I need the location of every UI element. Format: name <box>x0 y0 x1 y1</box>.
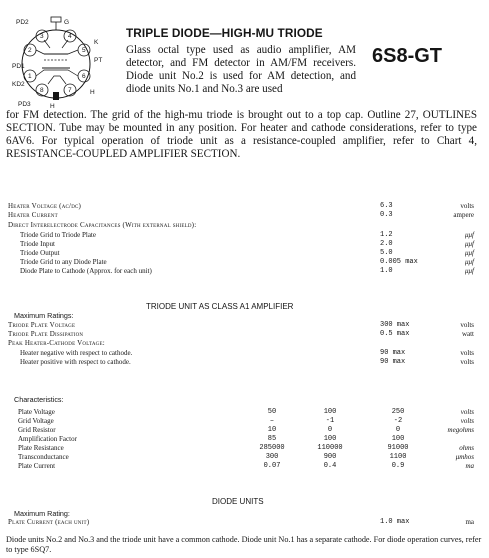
description-body: for FM detection. The grid of the high-mu triode is brought out to a top cap. Outline 27, OUTLINES SECTION. Tube may be mounted in any position. For heater and cathode considerations, refer to type 6AV6. For typical operation of triode unit as a resistance-coupled amplifier, refer to Chart 4, RESISTANCE-COUPLED AMPLIFIER SECTION. <box>6 109 477 160</box>
char-row <box>8 453 474 462</box>
char-label: Grid Resistor <box>18 426 56 434</box>
pin-number-2: 2 <box>28 47 32 54</box>
pin-label-k: K <box>94 39 99 46</box>
char-value-col3: 0.9 <box>391 462 405 470</box>
diode-max-rating-label: Maximum Rating: <box>14 509 70 518</box>
heater-voltage-unit: volts <box>460 202 474 210</box>
cap-label: Triode Input <box>20 240 55 248</box>
char-value-col2: 0.4 <box>323 462 337 470</box>
char-value-col2: 110000 <box>317 444 343 452</box>
heater-voltage-value: 6.3 <box>380 202 393 210</box>
tube-title: TRIPLE DIODE—HIGH-MU TRIODE <box>126 26 323 40</box>
cap-value: 1.2 <box>380 231 393 239</box>
char-value-col2: -1 <box>325 417 335 425</box>
char-value-col2: 0 <box>327 426 333 434</box>
diode-plate-current-value: 1.0 max <box>380 518 410 526</box>
pin-label-pt: PT <box>94 57 103 64</box>
pin-label-kd2: KD2 <box>12 81 25 88</box>
diode-section-heading: DIODE UNITS <box>212 497 264 506</box>
cap-value: 1.0 <box>380 267 393 275</box>
char-value-col1: 285000 <box>259 444 285 452</box>
characteristics-label: Characteristics: <box>14 395 64 404</box>
char-unit: volts <box>460 408 474 416</box>
peak-heater-row <box>8 349 474 358</box>
char-value-col2: 100 <box>323 408 337 416</box>
cap-value: 2.0 <box>380 240 393 248</box>
cap-row <box>8 258 474 267</box>
diode-plate-current-unit: ma <box>465 518 474 526</box>
triode-plate-voltage-label: Triode Plate Voltage <box>8 321 76 329</box>
pin-number-1: 1 <box>28 73 32 80</box>
char-value-col3: 100 <box>391 435 405 443</box>
pin-number-4: 4 <box>68 33 72 40</box>
diode-plate-current-row <box>8 518 474 527</box>
cap-label: Triode Grid to any Diode Plate <box>20 258 107 266</box>
pin-label-pd2: PD2 <box>16 19 29 26</box>
char-row <box>8 444 474 453</box>
cap-row <box>8 240 474 249</box>
pin-number-5: 5 <box>82 47 86 54</box>
base-pin-diagram <box>4 14 120 110</box>
pin-label-pd1: PD1 <box>12 63 25 70</box>
char-unit: ohms <box>459 444 474 452</box>
char-value-col2: 900 <box>323 453 337 461</box>
description-intro: Glass octal type used as audio amplifier, AM detector, and FM detector in AM/FM receivers. Diode unit No.2 is used for AM detection, and diode units No.1 and No.3 are used <box>126 44 356 95</box>
peak-heater-cathode-label: Peak Heater-Cathode Voltage: <box>8 339 105 347</box>
cap-value: 5.0 <box>380 249 393 257</box>
heater-current-unit: ampere <box>453 211 474 219</box>
cap-unit: μμf <box>465 240 474 248</box>
char-unit: μmhos <box>455 453 474 461</box>
pin-label-g: G <box>64 19 70 26</box>
diode-note: Diode units No.2 and No.3 and the triode unit have a common cathode. Diode unit No.1 has a separate cathode. For diode operation curves, refer to type 6SQ7. <box>6 535 482 554</box>
cap-row <box>8 267 474 276</box>
peak-heater-label: Heater positive with respect to cathode. <box>20 358 131 366</box>
char-label: Plate Current <box>18 462 56 470</box>
char-unit: megohms <box>447 426 474 434</box>
triode-plate-dissipation-row <box>8 330 474 339</box>
char-row <box>8 408 474 417</box>
char-value-col1: 50 <box>267 408 277 416</box>
char-unit: volts <box>460 417 474 425</box>
heater-current-label: Heater Current <box>8 211 58 219</box>
char-unit: ma <box>465 462 474 470</box>
peak-heater-unit: volts <box>460 358 474 366</box>
heater-voltage-label: Heater Voltage (ac/dc) <box>8 202 82 210</box>
char-row <box>8 462 474 471</box>
char-row <box>8 435 474 444</box>
amp-section-heading: TRIODE UNIT AS CLASS A1 AMPLIFIER <box>146 302 294 311</box>
capacitances-heading-row <box>8 221 474 230</box>
pin-number-6: 6 <box>82 73 86 80</box>
pin-number-8: 8 <box>40 87 44 94</box>
peak-heater-value: 90 max <box>380 358 406 366</box>
tube-type-number: 6S8-GT <box>372 45 443 67</box>
cap-row <box>8 249 474 258</box>
char-value-col1: 0.07 <box>263 462 281 470</box>
heater-voltage-row <box>8 202 474 211</box>
char-label: Amplification Factor <box>18 435 77 443</box>
char-value-col1: 10 <box>267 426 277 434</box>
heater-current-row <box>8 211 474 220</box>
char-value-col3: 0 <box>395 426 401 434</box>
char-value-col3: 91000 <box>387 444 409 452</box>
cap-label: Triode Grid to Triode Plate <box>20 231 96 239</box>
char-label: Transconductance <box>18 453 69 461</box>
cap-value: 0.005 max <box>380 258 418 266</box>
pin-label-h-left: H <box>50 103 55 110</box>
char-label: Grid Voltage <box>18 417 54 425</box>
cap-unit: μμf <box>465 258 474 266</box>
char-row <box>8 426 474 435</box>
char-label: Plate Voltage <box>18 408 55 416</box>
char-value-col2: 100 <box>323 435 337 443</box>
peak-heater-cathode-heading-row <box>8 339 474 348</box>
triode-plate-voltage-unit: volts <box>460 321 474 329</box>
triode-plate-dissipation-value: 0.5 max <box>380 330 410 338</box>
cap-row <box>8 231 474 240</box>
triode-plate-voltage-row <box>8 321 474 330</box>
heater-current-value: 0.3 <box>380 211 393 219</box>
triode-plate-dissipation-label: Triode Plate Dissipation <box>8 330 84 338</box>
char-value-col1: 300 <box>265 453 279 461</box>
cap-label: Diode Plate to Cathode (Approx. for each unit) <box>20 267 152 275</box>
pin-label-pd3: PD3 <box>18 101 31 108</box>
pin-number-7: 7 <box>68 87 72 94</box>
diode-plate-current-label: Plate Current (each unit) <box>8 518 90 526</box>
peak-heater-value: 90 max <box>380 349 406 357</box>
cap-unit: μμf <box>465 231 474 239</box>
cap-unit: μμf <box>465 249 474 257</box>
char-value-col3: 1100 <box>389 453 407 461</box>
triode-plate-voltage-value: 300 max <box>380 321 410 329</box>
char-value-col1: 85 <box>267 435 277 443</box>
max-ratings-label: Maximum Ratings: <box>14 311 74 320</box>
pin-label-h-right: H <box>90 89 95 96</box>
char-value-col3: 250 <box>391 408 405 416</box>
char-label: Plate Resistance <box>18 444 64 452</box>
capacitances-heading: Direct Interelectrode Capacitances (With external shield): <box>8 221 197 229</box>
peak-heater-label: Heater negative with respect to cathode. <box>20 349 133 357</box>
cap-unit: μμf <box>465 267 474 275</box>
char-value-col3: -2 <box>393 417 403 425</box>
cap-label: Triode Output <box>20 249 60 257</box>
triode-plate-dissipation-unit: watt <box>461 330 474 338</box>
char-row <box>8 417 474 426</box>
peak-heater-row <box>8 358 474 367</box>
peak-heater-unit: volts <box>460 349 474 357</box>
pin-number-3: 3 <box>40 33 44 40</box>
char-value-col1: – <box>269 417 275 425</box>
